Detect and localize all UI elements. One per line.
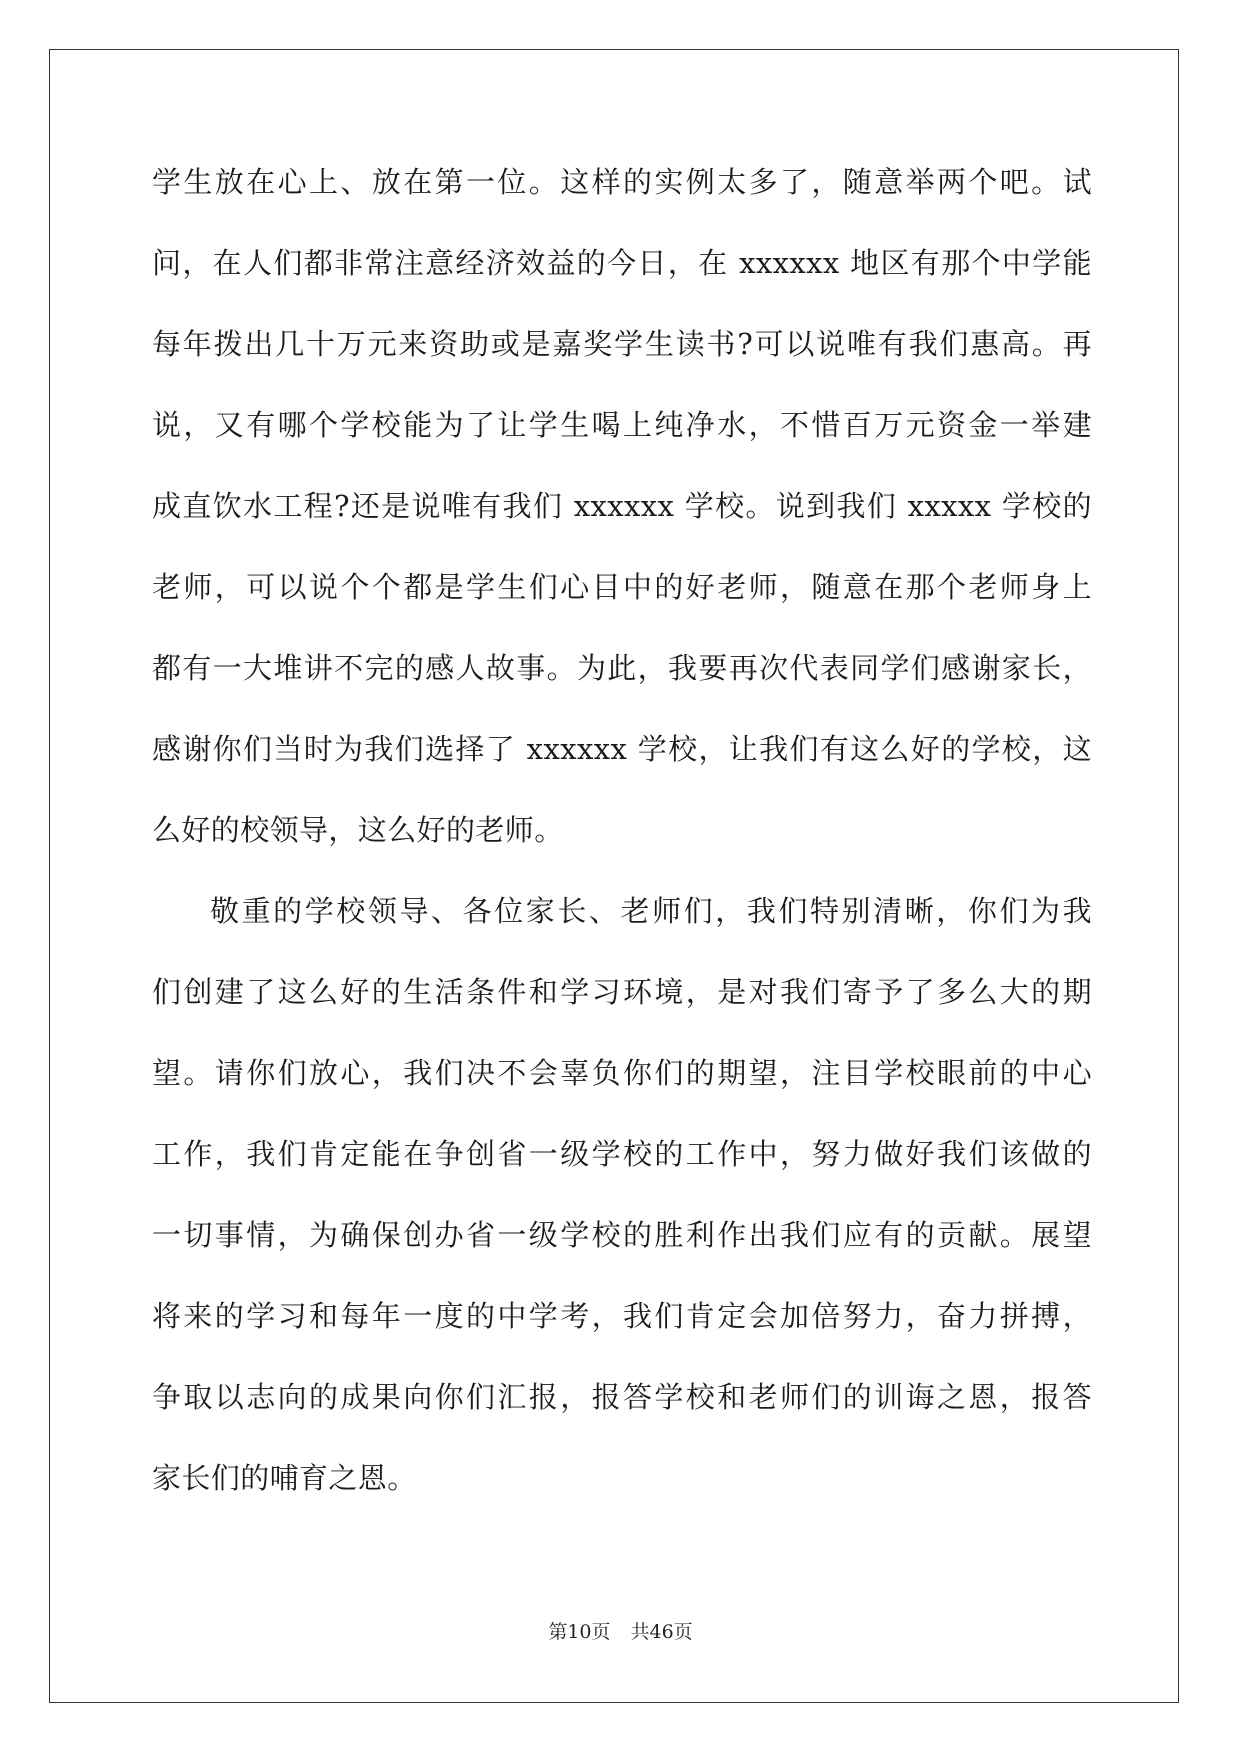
text-line: 一切事情，为确保创办省一级学校的胜利作出我们应有的贡献。展望	[152, 1218, 1092, 1252]
text-line: 问，在人们都非常注意经济效益的今日，在 xxxxxx 地区有那个中学能	[152, 246, 1092, 280]
text-line: 将来的学习和每年一度的中学考，我们肯定会加倍努力，奋力拼搏，	[152, 1299, 1092, 1333]
text-line: 说，又有哪个学校能为了让学生喝上纯净水，不惜百万元资金一举建	[152, 408, 1092, 442]
current-page-number: 第10页	[548, 1621, 611, 1643]
text-line: 望。请你们放心，我们决不会辜负你们的期望，注目学校眼前的中心	[152, 1056, 1092, 1090]
paragraph-first-line: 敬重的学校领导、各位家长、老师们，我们特别清晰，你们为我	[210, 894, 1092, 928]
text-line: 每年拨出几十万元来资助或是嘉奖学生读书?可以说唯有我们惠高。再	[152, 327, 1092, 361]
text-line: 都有一大堆讲不完的感人故事。为此，我要再次代表同学们感谢家长，	[152, 651, 1092, 685]
page-footer	[0, 1617, 1241, 1644]
text-line: 工作，我们肯定能在争创省一级学校的工作中，努力做好我们该做的	[152, 1137, 1092, 1171]
text-line: 争取以志向的成果向你们汇报，报答学校和老师们的训诲之恩，报答	[152, 1380, 1092, 1414]
text-line: 成直饮水工程?还是说唯有我们 xxxxxx 学校。说到我们 xxxxx 学校的	[152, 489, 1092, 523]
text-line: 学生放在心上、放在第一位。这样的实例太多了，随意举两个吧。试	[152, 165, 1092, 199]
text-line: 么好的校领导，这么好的老师。	[152, 813, 564, 847]
text-line: 感谢你们当时为我们选择了 xxxxxx 学校，让我们有这么好的学校，这	[152, 732, 1092, 766]
document-body	[152, 160, 1092, 1537]
text-line: 老师，可以说个个都是学生们心目中的好老师，随意在那个老师身上	[152, 570, 1092, 604]
text-line: 家长们的哺育之恩。	[152, 1461, 417, 1495]
total-page-count: 共46页	[630, 1621, 693, 1643]
text-line: 们创建了这么好的生活条件和学习环境，是对我们寄予了多么大的期	[152, 975, 1092, 1009]
